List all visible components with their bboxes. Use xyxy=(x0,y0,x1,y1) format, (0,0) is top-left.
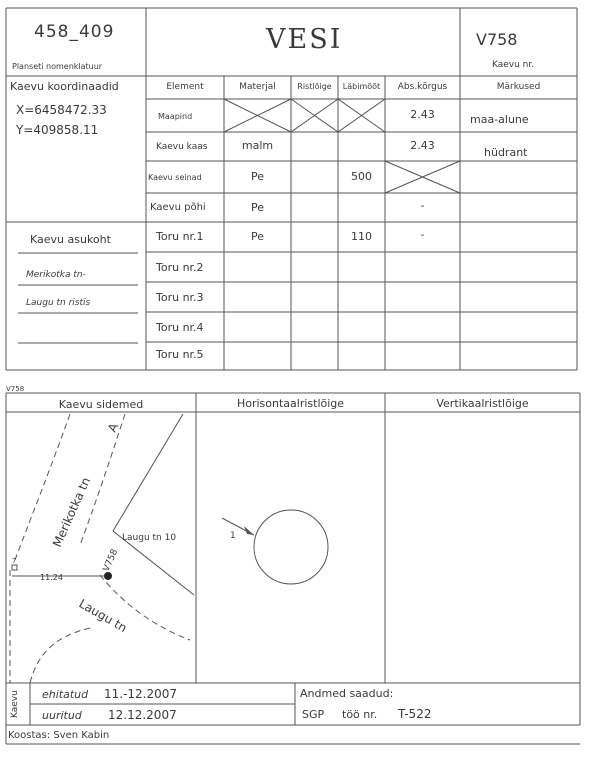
coordinate-y: Y=409858.11 xyxy=(16,123,99,137)
nomenclature-label: Planseti nomenklatuur xyxy=(12,62,103,71)
well-cross-section-circle xyxy=(254,510,328,584)
coordinate-x: X=6458472.33 xyxy=(16,103,107,117)
panel-title-horizontal: Horisontaalristlõige xyxy=(236,397,345,410)
built-label: ehitatud xyxy=(42,688,89,701)
table-cell-materjal: Pe xyxy=(250,230,264,243)
table-row-element: Kaevu kaas xyxy=(156,142,208,152)
source-org: SGP xyxy=(302,708,325,721)
well-number-label: Kaevu nr. xyxy=(492,60,535,70)
table-cell-abs: 2.43 xyxy=(410,139,435,152)
data-source-label: Andmed saadud: xyxy=(300,687,394,700)
col-header-element: Element xyxy=(166,82,204,92)
table-cell-abs: - xyxy=(420,199,425,212)
nomenclature-value: 458_409 xyxy=(34,22,115,42)
table-cell-labimoot: 500 xyxy=(351,170,372,183)
table-cell-markused: maa-alune xyxy=(470,113,529,126)
location-line-1: Merikotka tn- xyxy=(26,270,86,280)
col-header-ristloige: Ristlõige xyxy=(297,82,332,91)
laugu-10-label: Laugu tn 10 xyxy=(122,533,177,543)
measured-value: 12.12.2007 xyxy=(108,708,177,722)
coordinates-heading: Kaevu koordinaadid xyxy=(10,80,119,93)
table-row-element: Kaevu seinad xyxy=(148,173,202,182)
well-number-value: V758 xyxy=(476,30,518,49)
col-header-abs: Abs.kõrgus xyxy=(397,82,448,92)
work-number-value: T-522 xyxy=(398,707,432,721)
table-cell-markused: hüdrant xyxy=(484,146,528,159)
table-cell-abs: - xyxy=(420,228,425,241)
table-row-element: Toru nr.4 xyxy=(156,321,204,334)
table-cell-labimoot: 110 xyxy=(351,230,372,243)
corner-label: V758 xyxy=(6,385,25,393)
page-title: VESI xyxy=(266,24,343,55)
table-row-element: Toru nr.1 xyxy=(156,230,204,243)
street-label-letter: A xyxy=(104,421,122,435)
table-row-element: Toru nr.3 xyxy=(156,291,204,304)
street-label-merikotka: Merikotka tn xyxy=(49,475,94,550)
reference-mark-label: 7 xyxy=(12,557,17,565)
table-row-element: Kaevu põhi xyxy=(150,202,206,213)
table-row-element: Toru nr.2 xyxy=(156,261,204,274)
col-header-materjal: Materjal xyxy=(239,82,276,92)
panel-title-vertical: Vertikaalristlõige xyxy=(436,397,529,410)
built-value: 11.-12.2007 xyxy=(104,687,178,701)
measured-label: uuritud xyxy=(42,709,82,722)
table-row-element: Toru nr.5 xyxy=(156,348,204,361)
street-label-laugu: Laugu tn xyxy=(76,596,130,636)
footer-side-label: Kaevu xyxy=(10,690,20,718)
table-cell-materjal: Pe xyxy=(250,201,264,214)
work-number-label: töö nr. xyxy=(342,708,378,721)
col-header-markused: Märkused xyxy=(496,82,541,92)
table-cell-materjal: Pe xyxy=(250,170,264,183)
panel-title-sidemed: Kaevu sidemed xyxy=(58,398,144,411)
col-header-labimoot: Läbimõõt xyxy=(342,82,381,91)
pipe-number: 1 xyxy=(230,531,236,541)
location-line-2: Laugu tn ristis xyxy=(26,298,91,308)
location-heading: Kaevu asukoht xyxy=(30,233,111,246)
table-cell-materjal: malm xyxy=(241,139,274,152)
distance-label: 11.24 xyxy=(40,573,63,582)
well-label: V758 xyxy=(101,547,121,574)
table-row-element: Maapind xyxy=(158,112,193,121)
table-cell-abs: 2.43 xyxy=(410,108,435,121)
author: Koostas: Sven Kabin xyxy=(8,730,110,741)
